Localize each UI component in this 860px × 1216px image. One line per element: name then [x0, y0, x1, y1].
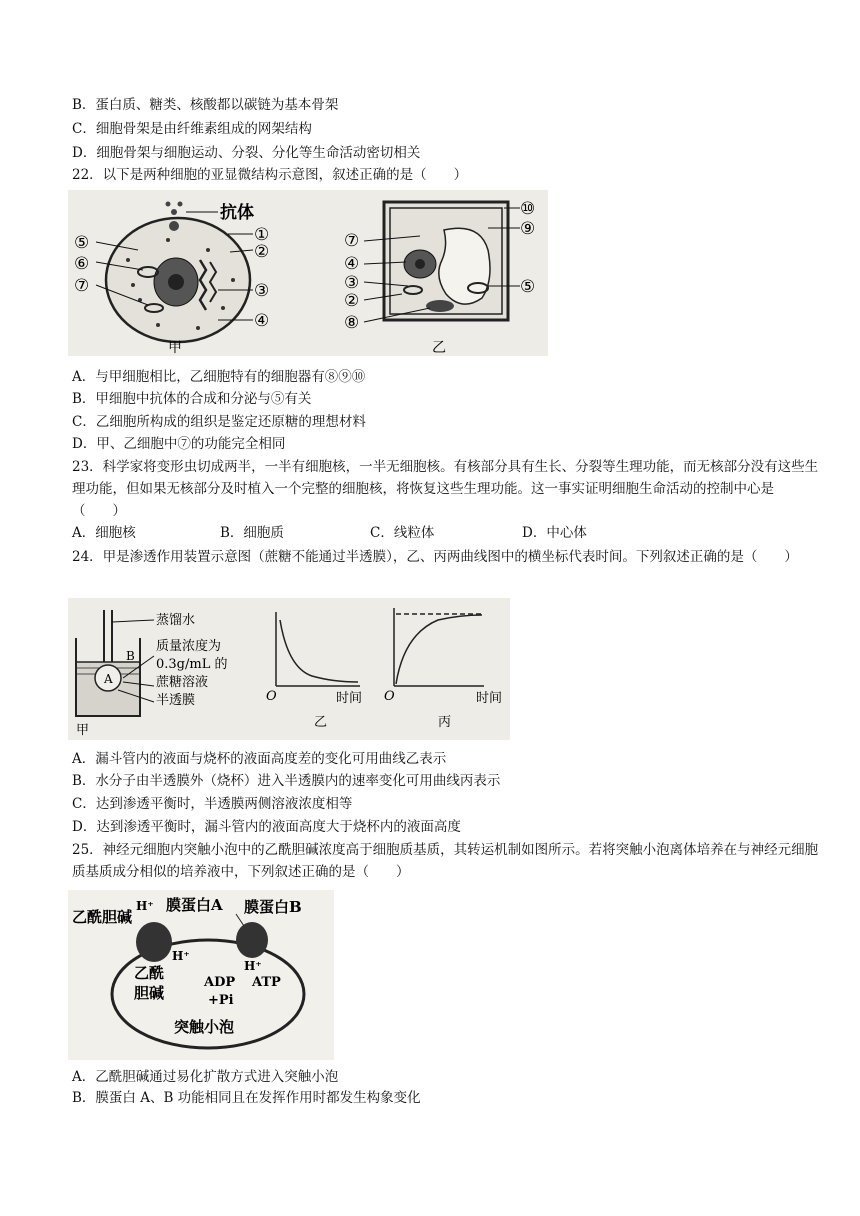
label-7-left: ⑦ — [74, 276, 90, 296]
label-7-right: ⑦ — [344, 231, 360, 251]
q24-stem: 24．甲是渗透作用装置示意图（蔗糖不能通过半透膜），乙、丙两曲线图中的横坐标代表时间。下列叙述正确的是（ ） — [72, 549, 798, 565]
label-9: ⑨ — [520, 219, 536, 239]
label-atp: ATP — [252, 975, 281, 990]
protein-b-shape — [236, 922, 268, 958]
label-a: A — [104, 672, 113, 686]
figure-cells — [68, 190, 548, 356]
label-3-right: ③ — [344, 273, 360, 293]
axis-time-bing: 时间 — [476, 691, 503, 706]
label-5-right: ⑤ — [520, 277, 536, 297]
q23-option-c: C．线粒体 — [370, 525, 435, 541]
q25-stem: 25．神经元细胞内突触小泡中的乙酰胆碱浓度高于细胞质基质，其转运机制如图所示。若将突触小泡离体培养在与神经元细胞质基质成分相似的培养液中，下列叙述正确的是（ ） — [72, 842, 819, 880]
label-1: ① — [254, 225, 270, 245]
q25-option-a: A．乙酰胆碱通过易化扩散方式进入突触小泡 — [72, 1069, 339, 1085]
label-8: ⑧ — [344, 313, 360, 333]
label-protein-b: 膜蛋白B — [244, 898, 302, 916]
q21-option-c: C．细胞骨架是由纤维素组成的网架结构 — [72, 121, 312, 137]
label-ach-outside: 乙酰胆碱 — [72, 908, 133, 926]
q22-option-d: D．甲、乙细胞中⑦的功能完全相同 — [72, 436, 286, 452]
label-b: B — [126, 649, 135, 663]
label-4-right: ④ — [344, 254, 360, 274]
origin-bing: O — [384, 689, 395, 704]
q22-stem: 22．以下是两种细胞的亚显微结构示意图，叙述正确的是（ ） — [72, 167, 468, 183]
label-2-left: ② — [254, 242, 270, 262]
plant-cell — [364, 202, 520, 322]
curve-yi-plot — [276, 612, 360, 686]
label-adp: ADP — [204, 975, 236, 990]
label-2-right: ② — [344, 291, 360, 311]
caption-jia-24: 甲 — [76, 723, 90, 738]
label-vesicle: 突触小泡 — [174, 1018, 235, 1036]
q22-option-b: B．甲细胞中抗体的合成和分泌与⑤有关 — [72, 391, 312, 407]
label-conc-2: 0.3g/mL 的 — [156, 657, 228, 672]
q22-option-c: C．乙细胞所构成的组织是鉴定还原糖的理想材料 — [72, 414, 366, 430]
q23-stem: 23．科学家将变形虫切成两半，一半有细胞核，一半无细胞核。有核部分具有生长、分裂等生理功能，而无核部分没有这些生理功能，但如果无核部分及时植入一个完整的细胞核，将恢复这些生理功能。这一事实证明细胞生命活动的控制中心是（ ） — [72, 459, 819, 519]
label-ach-in-2: 胆碱 — [134, 984, 165, 1002]
q23-option-a: A．细胞核 — [72, 525, 136, 541]
label-conc-1: 质量浓度为 — [156, 639, 222, 654]
label-conc-3: 蔗糖溶液 — [156, 675, 209, 690]
label-h-a-top: H⁺ — [136, 899, 154, 913]
q21-option-b: B．蛋白质、糖类、核酸都以碳链为基本骨架 — [72, 97, 339, 113]
q24-option-c: C．达到渗透平衡时，半透膜两侧溶液浓度相等 — [72, 796, 353, 812]
label-h-a-bottom: H⁺ — [172, 949, 190, 963]
origin-yi: O — [266, 689, 277, 704]
label-h-b: H⁺ — [244, 959, 262, 973]
q21-option-d: D．细胞骨架与细胞运动、分裂、分化等生命活动密切相关 — [72, 145, 421, 161]
label-antibody: 抗体 — [220, 203, 254, 223]
label-10: ⑩ — [520, 199, 536, 219]
caption-bing-24: 丙 — [438, 715, 452, 730]
axis-time-yi: 时间 — [336, 691, 363, 706]
q23-option-d: D．中心体 — [522, 525, 587, 541]
q24-option-a: A．漏斗管内的液面与烧杯的液面高度差的变化可用曲线乙表示 — [72, 751, 447, 767]
protein-a-shape — [136, 922, 172, 962]
figure-osmosis — [68, 598, 510, 740]
osmosis-apparatus — [76, 610, 154, 716]
label-5-left: ⑤ — [74, 233, 90, 253]
label-4-left: ④ — [254, 311, 270, 331]
q23-option-b: B．细胞质 — [220, 525, 284, 541]
q25-option-b: B．膜蛋白 A、B 功能相同且在发挥作用时都发生构象变化 — [72, 1090, 421, 1106]
label-ach-in-1: 乙酰 — [134, 964, 165, 982]
curve-bing-plot — [394, 608, 484, 686]
q23-options — [72, 524, 587, 542]
label-6: ⑥ — [74, 254, 90, 274]
caption-jia: 甲 — [168, 340, 182, 356]
label-protein-a: 膜蛋白A — [166, 896, 223, 914]
figure-vesicle — [68, 890, 334, 1060]
caption-yi-24: 乙 — [314, 715, 328, 730]
q22-option-a: A．与甲细胞相比，乙细胞特有的细胞器有⑧⑨⑩ — [72, 369, 366, 385]
q24-option-d: D．达到渗透平衡时，漏斗管内的液面高度大于烧杯内的液面高度 — [72, 819, 461, 835]
label-distilled-water: 蒸馏水 — [156, 613, 196, 628]
q24-option-b: B．水分子由半透膜外（烧杯）进入半透膜内的速率变化可用曲线丙表示 — [72, 773, 501, 789]
label-membrane: 半透膜 — [156, 693, 196, 708]
label-pi: +Pi — [208, 993, 234, 1008]
caption-yi: 乙 — [432, 340, 446, 356]
label-3: ③ — [254, 281, 270, 301]
